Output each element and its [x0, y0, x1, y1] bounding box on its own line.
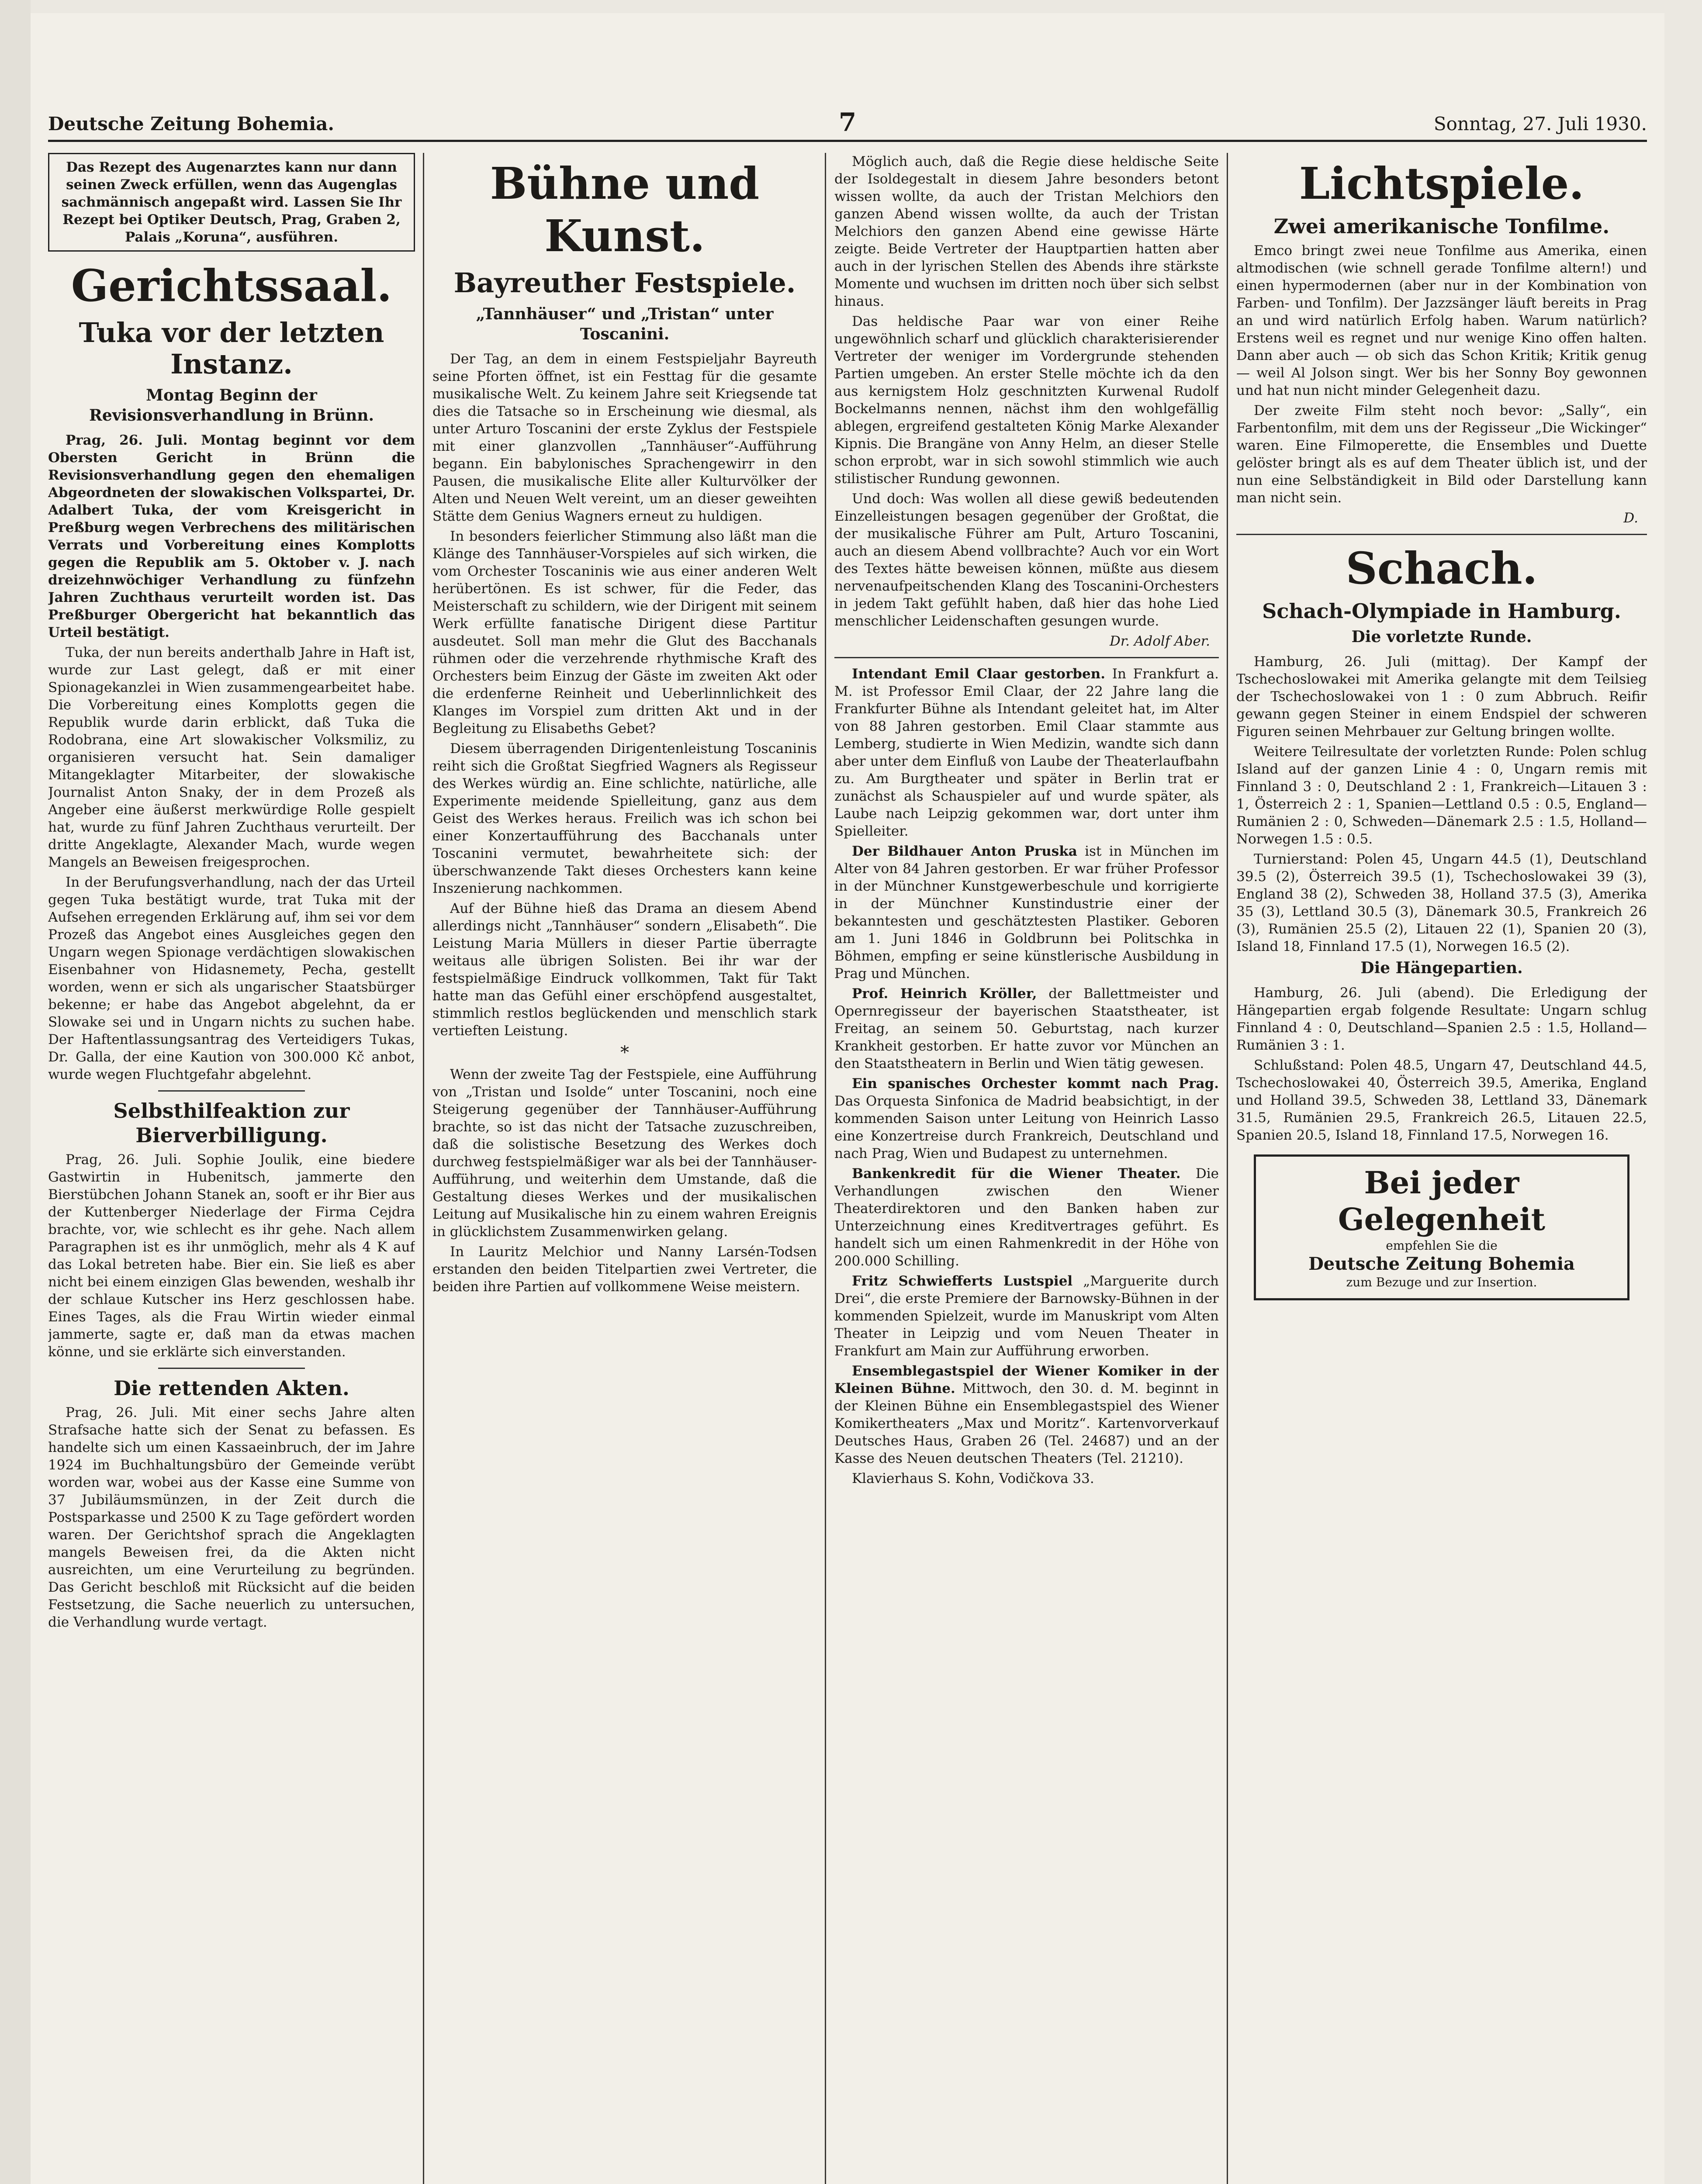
- subhead-bayreuth: „Tannhäuser“ und „Tristan“ unter Toscanini.: [476, 305, 774, 343]
- masthead-title: Deutsche Zeitung Bohemia.: [48, 113, 334, 135]
- headline-bierverbilligung: Selbsthilfeaktion zur Bierverbilligung.: [113, 1099, 350, 1147]
- klavierhaus-line: Klavierhaus S. Kohn, Vodičkova 33.: [852, 1471, 1094, 1486]
- column-buehne-continued: [834, 153, 1219, 2184]
- news-title: Ein spanisches Orchester kommt nach Prag.: [852, 1076, 1219, 1092]
- divider: [1236, 534, 1647, 535]
- optiker-advert: Das Rezept des Augenarztes kann nur dann seinen Zweck erfüllen, wenn das Augenglas sachmännisch angepaßt wird. Lassen Sie Ihr Rezept bei Optiker Deutsch, Prag, Graben 2, Palais „Koruna“, ausführen.: [48, 153, 415, 252]
- advert-title: Bei jeder Gelegenheit: [1338, 1165, 1546, 1237]
- article-paragraph: Diesem überragenden Dirigentenleistung Toscaninis reiht sich die Großtat Siegfried Wagners als Regisseur des Werkes würdig an. Eine schlichte, natürliche, alle Experimente meidende Spielleitung, ganz aus dem Geist des Werkes heraus. Freilich was ich schon bei einer Konzertaufführung des Bacchanals unter Toscanini vermutet, bewahrheitete sich: der überschwanzende Takt dieses Orchesters kann keine Inszenierung nachkommen.: [432, 741, 817, 896]
- article-paragraph: In besonders feierlicher Stimmung also läßt man die Klänge des Tannhäuser-Vorspieles auf sich wirken, die vom Orchester Toscaninis wie aus einer anderen Welt herübertönen. Es ist schwer, für die Feder, das Meisterschaft zu schildern, wie der Dirigent mit seinem Werk erfüllte fanatische Dirigent diese Partitur ausdeutet. Soll man mehr die Glut des Bacchanals rühmen oder die verzehrende rhythmische Kraft des Orchesters beim Einzug der Gäste im zweiten Akt oder die erdenferne Reinheit und Ueberlinnlichkeit des Klanges im Vorspiel zum dritten Akt und in der Begleitung zu Elisabeths Gebet?: [432, 529, 817, 736]
- news-text: Das Orquesta Sinfonica de Madrid beabsichtigt, in der kommenden Saison unter Leitung von Heinrich Lasso eine Konzertreise durch Frankreich, Deutschland und nach Prag, Wien und Budapest zu unternehmen.: [834, 1093, 1219, 1161]
- article-paragraph: Wenn der zweite Tag der Festspiele, eine Aufführung von „Tristan und Isolde“ unter Toscanini, noch eine Steigerung gegenüber der Tannhäuser-Aufführung brachte, so ist das nicht der Tatsache zuzuschreiben, daß die solistische Besetzung des Werkes doch durchweg festspielmäßiger war als bei der Tannhäuser-Aufführung, und weiterhin dem Umstande, daß die Gestaltung dieses Werkes und der musikalischen Leitung auf Musikalische hin zu einem wahren Ereignis in glücklichstem Zusammenwirken gelang.: [432, 1067, 817, 1240]
- headline-tonfilme: Zwei amerikanische Tonfilme.: [1273, 214, 1610, 238]
- article-paragraph: Weitere Teilresultate der vorletzten Runde: Polen schlug Island auf der ganzen Linie 4 : 0, Ungarn remis mit Finnland 3 : 0, Deutschland 2 : 1, Frankreich—Litauen 3 : 1, Österreich 2 : 1, Spanien—Lettland 0.5 : 0.5, England—Rumänien 2 : 0, Schweden—Dänemark 2.5 : 1.5, Holland—Norwegen 1.5 : 0.5.: [1236, 744, 1647, 847]
- divider: [834, 657, 1219, 658]
- article-paragraph: Hamburg, 26. Juli (mittag). Der Kampf der Tschechoslowakei mit Amerika gelangte mit dem Teilsieg der Tschechoslowakei von 1 : 0 zum Abbruch. Reifir gewann gegen Steiner in einem Endspiel der schweren Figuren seinen Mehrbauer zur Geltung bringen wollte.: [1236, 654, 1647, 740]
- article-paragraph: Der zweite Film steht noch bevor: „Sally“, ein Farbentonfilm, mit dem uns der Regisseur „Die Wickinger“ waren. Eine Filmoperette, die Ensembles und Duette gelöster bringt als es auf dem Theater üblich ist, und der nun eine Selbständigkeit in Bild oder Darstellung kann man nicht sein.: [1236, 403, 1647, 506]
- divider: [158, 1090, 305, 1092]
- news-text: In Frankfurt a. M. ist Professor Emil Claar, der 22 Jahre lang die Frankfurter Bühne als Intendant geleitet hat, im Alter von 88 Jahren gestorben. Emil Claar stammte aus Lemberg, studierte in Wien Medizin, wandte sich dann aber unter dem Einfluß von Laube der Theaterlaufbahn zu. Am Burgtheater und später in Berlin trat er zunächst als Schauspieler auf und wurde später, als Laube nach Leipzig gekommen war, dort unter ihm Spielleiter.: [834, 666, 1219, 839]
- news-title: Bankenkredit für die Wiener Theater.: [852, 1166, 1181, 1182]
- issue-date: Sonntag, 27. Juli 1930.: [1433, 113, 1647, 135]
- article-paragraph: Das heldische Paar war von einer Reihe ungewöhnlich scharf und glücklich charakterisierender Vertreter der weniger im Vordergrunde stehenden Partien umgeben. An erster Stelle möchte ich da den aus kernigstem Holz geschnitzten Kurwenal Rudolf Bockelmanns nennen, nächst ihm den wohlgefällig ablegen, ergreifend gestalteten König Marke Alexander Kipnis. Die Brangäne von Anny Helm, an dieser Stelle schon erprobt, war in sich sowohl stimmlich wie auch stilistischer Rundung gewonnen.: [834, 314, 1219, 487]
- section-title-buehne: Bühne und Kunst.: [490, 158, 760, 262]
- scan-edge: [0, 0, 31, 2184]
- column-lichtspiele-schach: [1236, 153, 1647, 2184]
- advert-newspaper-name: Deutsche Zeitung Bohemia: [1308, 1254, 1575, 1274]
- author-signature: D.: [1623, 510, 1638, 526]
- news-text: Mittwoch, den 30. d. M. beginnt in der Kleinen Bühne ein Ensemblegastspiel des Wiener Komikertheaters „Max und Moritz“. Kartenvorverkauf Deutsches Haus, Graben 26 (Tel. 24687) und an der Kasse des Neuen deutschen Theaters (Tel. 21210).: [834, 1381, 1219, 1466]
- headline-rettende-akten: Die rettenden Akten.: [114, 1376, 349, 1400]
- news-title: Prof. Heinrich Kröller,: [852, 986, 1037, 1002]
- page-header: [48, 100, 1647, 142]
- column-rule: [1227, 153, 1228, 2184]
- advert-line: zum Bezuge und zur Insertion.: [1346, 1275, 1537, 1289]
- article-paragraph: Tuka, der nun bereits anderthalb Jahre in Haft ist, wurde zur Last gelegt, daß er mit einer Spionagekanzlei in Wien zusammengearbeitet habe. Die Vorbereitung eines Komplotts gegen die Republik wurde darin erblickt, daß Tuka die Rodobrana, eine Art slowakischer Volksmiliz, zu organisieren versucht hat. Sein damaliger Mitangeklagter Mitarbeiter, der slowakische Journalist Anton Snaky, der in dem Prozeß als Angeber eine äußerst merkwürdige Rolle gespielt hat, wurde zu fünf Jahren Zuchthaus verurteilt. Der dritte Angeklagte, Alexander Mach, wurde wegen Mangels an Beweisen freigesprochen.: [48, 645, 415, 870]
- article-paragraph: Der Tag, an dem in einem Festspieljahr Bayreuth seine Pforten öffnet, ist ein Festtag für die gesamte musikalische Welt. Zu keinem Jahre seit Kriegsende tat dies die Tatsache so in Erscheinung wie diesmal, als unter Arturo Toscanini der erste Zyklus der Festspiele mit einer glanzvollen „Tannhäuser“-Aufführung begann. Ein babylonisches Sprachengewirr in den Pausen, die musikalische Elite aller Kulturvölker der Alten und Neuen Welt vereint, um an dieser geweihten Stätte dem Genius Wagners erneut zu huldigen.: [432, 351, 817, 524]
- news-title: Der Bildhauer Anton Pruska: [852, 843, 1077, 859]
- news-text: ist in München im Alter von 84 Jahren gestorben. Er war früher Professor in der Münchner Kunstgewerbeschule und korrigierte in der Münchner Kunstindustrie einer der bekanntesten und geschätztesten Plastiker. Geboren am 1. Juni 1846 in Goldbrunn bei Politschka in Böhmen, empfing er seine künstlerische Ausbildung in Prag und München.: [834, 843, 1219, 981]
- news-title: Fritz Schwiefferts Lustspiel: [852, 1273, 1073, 1289]
- subhead-tuka: Montag Beginn der Revisionsverhandlung in Brünn.: [89, 386, 374, 425]
- bohemia-advert: [1254, 1154, 1629, 1300]
- headline-schach-olympiade: Schach-Olympiade in Hamburg.: [1262, 599, 1621, 623]
- column-gerichtssaal: [48, 153, 415, 2184]
- article-paragraph: Turnierstand: Polen 45, Ungarn 44.5 (1), Deutschland 39.5 (2), Österreich 39.5 (1), Tschechoslowakei 39 (3), England 38 (2), Schweden 38, Holland 37.5 (3), Amerika 35 (3), Lettland 30.5 (3), Dänemark 30.5, Frankreich 26 (3), Rumänien 25.5 (2), Litauen 22 (1), Spanien 20 (3), Island 18, Finnland 17.5 (1), Norwegen 16.5 (2).: [1236, 851, 1647, 954]
- article-paragraph: Prag, 26. Juli. Sophie Joulik, eine biedere Gastwirtin in Hubenitsch, jammerte den Bierstübchen Johann Stanek an, sooft er ihr Bier aus der Kuttenberger Niederlage der Firma Cejdra brachte, vor, wie schlecht es ihr gehe. Nach allem Paragraphen ist es ihr unmöglich, mehr als 4 K auf das Lokal betreten habe. Bier ein. Sie ließ es aber nicht bei einem einzigen Glas bewenden, weshalb ihr der schlaue Kutscher ins Herz geschlossen habe. Eines Tages, als die Frau Wirtin wieder einmal jammerte, sagte er, daß man da etwas machen könne, und sie erklärte sich einverstanden.: [48, 1152, 415, 1360]
- article-paragraph: Möglich auch, daß die Regie diese heldische Seite der Isoldegestalt in diesem Jahre besonders betont wissen wollte, da auch der Tristan Melchiors den ganzen Abend wissen wollte, da auch der Tristan Melchiors den ganzen Abend eine gewisse Härte zeigte. Beide Vertreter der Hauptpartien hatten aber auch in der lyrischen Stellen des Abends ihre stärkste Momente und wuchsen im dritten noch über sich selbst hinaus.: [834, 154, 1219, 309]
- article-paragraph: Auf der Bühne hieß das Drama an diesem Abend allerdings nicht „Tannhäuser“ sondern „Elisabeth“. Die Leistung Maria Müllers in dieser Partie überragte weitaus alle übrigen Solisten. Bei ihr war der festspielmäßige Eindruck vollkommen, Takt für Takt hatte man das Gefühl einer erschöpfend ausgestaltet, stimmlich restlos beglückenden und menschlich stark vertieften Leistung.: [432, 901, 817, 1039]
- section-title-lichtspiele: Lichtspiele.: [1299, 158, 1584, 209]
- headline-tuka: Tuka vor der letzten Instanz.: [79, 317, 384, 380]
- article-lead: Prag, 26. Juli. Montag beginnt vor dem Obersten Gericht in Brünn die Revisionsverhandlung gegen den ehemaligen Abgeordneten der slowakischen Volkspartei, Dr. Adalbert Tuka, der vom Kreisgericht in Preßburg wegen Verbrechens des militärischen Verrats und Vorbereitung eines Komplotts gegen die Republik am 5. Oktober v. J. nach dreizehnwöchiger Verhandlung zu fünfzehn Jahren Zuchthaus verurteilt worden ist. Das Preßburger Obergericht hat bekanntlich das Urteil bestätigt.: [48, 432, 415, 640]
- section-title-gerichtssaal: Gerichtssaal.: [71, 260, 392, 311]
- section-star: *: [620, 1043, 629, 1063]
- article-paragraph: Emco bringt zwei neue Tonfilme aus Amerika, einen altmodischen (wie schnell gerade Tonfilme altern!) und einen hypermodernen (aber nur in der Kombination von Farben- und Tonfilm). Der Jazzsänger läuft bereits in Prag an und wird natürlich Erfolg haben. Warum natürlich? Erstens weil es regnet und nur wenige Kino offen halten. Dann aber auch — ob sich das Schon Kritik; Kritik genug — weil Al Jolson singt. Wer bis her Sonny Boy gewonnen und hat nun nicht minder Gelegenheit dazu.: [1236, 243, 1647, 398]
- article-paragraph: Und doch: Was wollen all diese gewiß bedeutenden Einzelleistungen besagen gegenüber der Großtat, die der musikalische Führer am Pult, Arturo Toscanini, auch an diesem Abend vollbrachte? Auch vor ein Wort des Textes hätte beweisen können, müßte aus diesem nervenaufpeitschenden Klang des Toscanini-Orchesters in jedem Takt gefühlt haben, daß hier das hohe Lied menschlicher Leidenschaften gesungen wurde.: [834, 491, 1219, 629]
- column-rule: [825, 153, 826, 2184]
- news-text: der Ballettmeister und Opernregisseur der bayerischen Staatstheater, ist Freitag, an seinem 50. Geburtstag, nach kurzer Krankheit gestorben. Er hatte zuvor vor München an den Staatstheatern in Berlin und Wien tätig gewesen.: [834, 986, 1219, 1071]
- article-paragraph: Hamburg, 26. Juli (abend). Die Erledigung der Hängepartien ergab folgende Resultate: Ungarn schlug Finnland 4 : 0, Deutschland—Spanien 2.5 : 1.5, Holland—Rumänien 3 : 1.: [1236, 985, 1647, 1053]
- article-paragraph: In Lauritz Melchior und Nanny Larsén-Todsen erstanden den beiden Titelpartien zwei Vertreter, die beiden ihre Partien auf vollkommene Weise meistern.: [432, 1244, 817, 1295]
- article-paragraph: Schlußstand: Polen 48.5, Ungarn 47, Deutschland 44.5, Tschechoslowakei 40, Österreich 39.5, Amerika, England und Holland 39.5, Schweden 38, Lettland 33, Dänemark 31.5, Rumänien 29.5, Frankreich 26.5, Litauen 22.5, Spanien 20.5, Island 18, Finnland 17.5, Norwegen 16.: [1236, 1057, 1647, 1143]
- subhead-vorletzte-runde: Die vorletzte Runde.: [1351, 628, 1532, 646]
- column-rule: [423, 153, 424, 2184]
- headline-bayreuth: Bayreuther Festspiele.: [453, 267, 796, 299]
- article-paragraph: Prag, 26. Juli. Mit einer sechs Jahre alten Strafsache hatte sich der Senat zu befassen. Es handelte sich um einen Kassaeinbruch, der im Jahre 1924 im Buchhaltungsbüro der Gemeinde verübt worden war, wobei aus der Kasse eine Summe von 37 Jubiläumsmünzen, in der Zeit durch die Postsparkasse und 2500 K zu Tage gefördert worden waren. Der Gerichtshof sprach die Angeklagten mangels Beweisen frei, da die Akten nicht ausreichten, um eine Verurteilung zu begründen. Das Gericht beschloß mit Rücksicht auf die beiden Festsetzung, die Sache neuerlich zu untersuchen, die Verhandlung wurde vertagt.: [48, 1405, 415, 1630]
- article-paragraph: In der Berufungsverhandlung, nach der das Urteil gegen Tuka bestätigt wurde, trat Tuka mit der Aufsehen erregenden Erklärung auf, ihm sei vor dem Prozeß das Angebot eines Ausgleiches gegen den Ungarn wegen Spionage verdächtigen slowakischen Eisenbahner von Hidasnemety, Pecha, gestellt worden, wenn er sich als ungarischer Staatsbürger bekenne; er habe das Angebot abgelehnt, da er Slowake sei und in Ungarn nichts zu suchen habe. Der Haftentlassungsantrag des Verteidigers Tukas, Dr. Galla, der eine Kaution von 300.000 Kč anbot, wurde wegen Fluchtgefahr abgelehnt.: [48, 874, 415, 1082]
- column-buehne-und-kunst: [432, 153, 817, 2184]
- advert-line: empfehlen Sie die: [1386, 1238, 1498, 1253]
- news-title: Ensemblegastspiel der Wiener Komiker in der Kleinen Bühne.: [834, 1363, 1219, 1396]
- news-text: „Marguerite durch Drei“, die erste Premiere der Barnowsky-Bühnen in der kommenden Spielzeit, wurde im Manuskript vom Alten Theater in Leipzig und vom Neuen Theater in Frankfurt am Main zur Aufführung erworben.: [834, 1273, 1219, 1359]
- divider: [158, 1368, 305, 1369]
- headline-haengepartien: Die Hängepartien.: [1360, 959, 1523, 977]
- news-title: Intendant Emil Claar gestorben.: [852, 666, 1106, 682]
- author-signature: Dr. Adolf Aber.: [1110, 633, 1210, 649]
- section-title-schach: Schach.: [1346, 543, 1538, 594]
- newspaper-page: [31, 13, 1664, 2184]
- page-number: 7: [838, 107, 857, 137]
- news-text: Die Verhandlungen zwischen den Wiener Theaterdirektoren und den Banken haben zur Unterzeichnung eines Kreditvertrages geführt. Es handelt sich um einen Rahmenkredit in der Höhe von 200.000 Schilling.: [834, 1166, 1219, 1269]
